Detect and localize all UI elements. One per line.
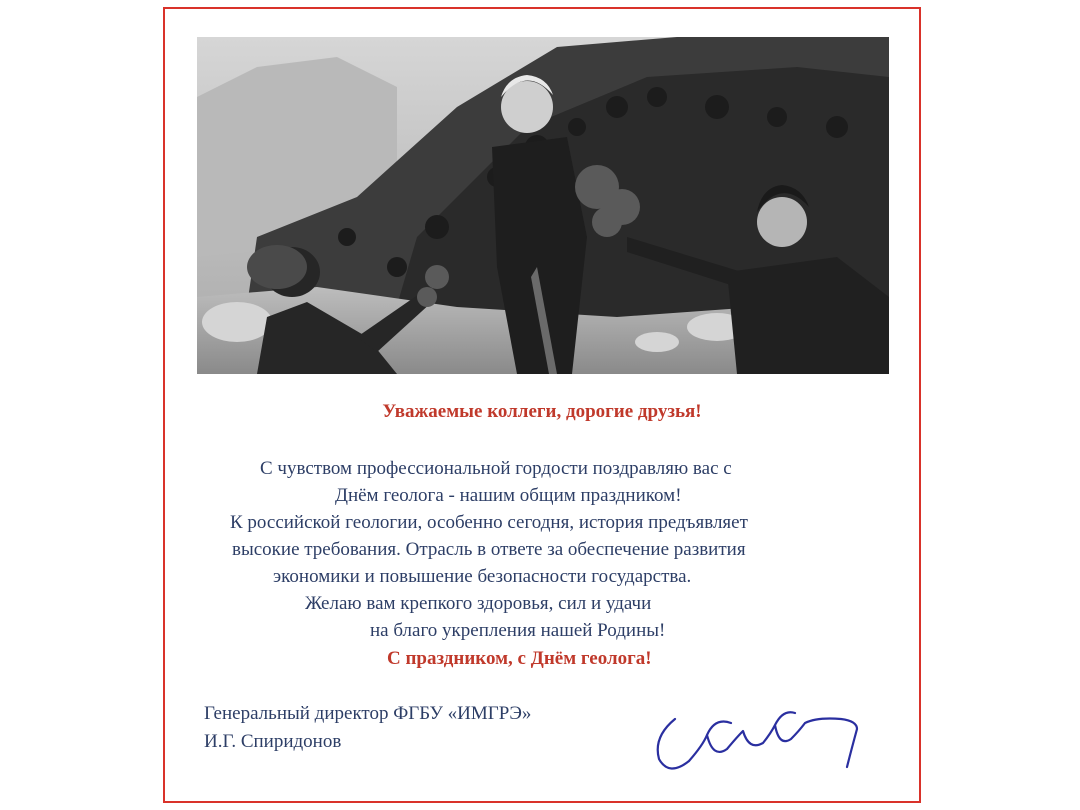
closing-wish: С праздником, с Днём геолога! [387,648,652,669]
body-line: Желаю вам крепкого здоровья, сил и удачи [305,593,652,614]
signatory-name: И.Г. Спиридонов [204,731,342,752]
body-line: на благо укрепления нашей Родины! [370,620,666,641]
greeting-card [163,7,921,803]
body-line: экономики и повышение безопасности государства. [273,566,692,587]
greeting-heading: Уважаемые коллеги, дорогие друзья! [382,401,702,422]
photo-illustration [197,37,889,374]
body-line: К российской геологии, особенно сегодня, история предъявляет [230,512,748,533]
archival-photo-geologists [197,37,889,374]
handwritten-signature [645,689,875,784]
body-line: высокие требования. Отрасль в ответе за обеспечение развития [232,539,746,560]
body-line: С чувством профессиональной гордости поздравляю вас с [260,458,732,479]
body-line: Днём геолога - нашим общим праздником! [335,485,682,506]
signatory-title: Генеральный директор ФГБУ «ИМГРЭ» [204,703,532,724]
